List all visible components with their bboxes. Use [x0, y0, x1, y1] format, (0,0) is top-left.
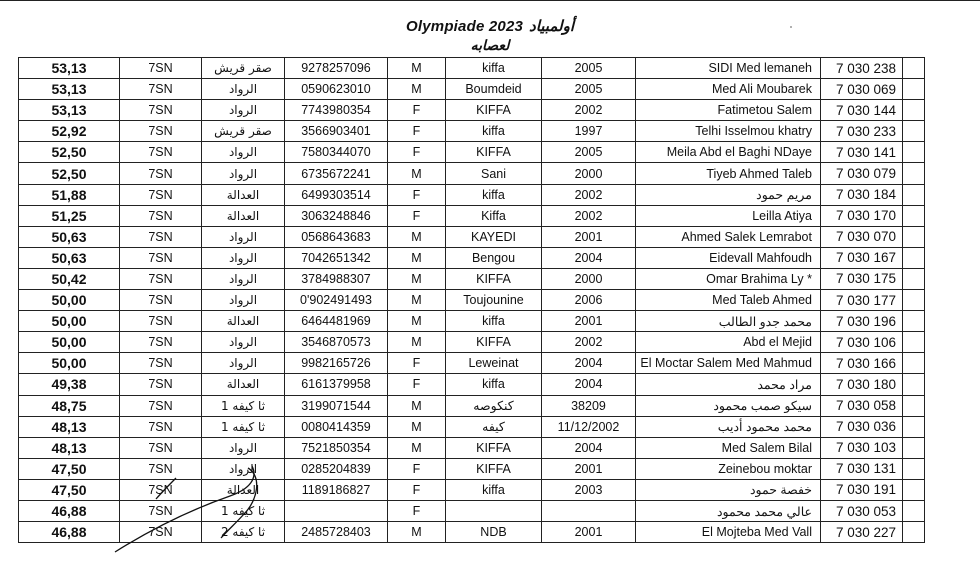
sex-cell: M	[388, 163, 446, 184]
margin-cell	[903, 247, 925, 268]
birth-year-cell: 2006	[542, 290, 636, 311]
candidate-name-cell: Med Ali Moubarek	[636, 79, 821, 100]
birth-year-cell: 38209	[542, 395, 636, 416]
school-cell: صقر قريش	[202, 58, 285, 79]
class-cell: 7SN	[120, 163, 202, 184]
candidate-name-cell: سيكو صمب محمود	[636, 395, 821, 416]
table-row	[19, 268, 925, 289]
sex-cell: M	[388, 311, 446, 332]
margin-cell	[903, 290, 925, 311]
page-subtitle: لعصابه	[470, 37, 510, 53]
class-cell: 7SN	[120, 500, 202, 521]
birthplace-cell: kiffa	[446, 311, 542, 332]
sex-cell: M	[388, 290, 446, 311]
margin-cell	[903, 395, 925, 416]
candidate-name-cell: Leilla Atiya	[636, 205, 821, 226]
score-cell: 48,13	[19, 437, 120, 458]
class-cell: 7SN	[120, 374, 202, 395]
nni-cell: 6735672241	[285, 163, 388, 184]
score-cell: 51,25	[19, 205, 120, 226]
class-cell: 7SN	[120, 79, 202, 100]
margin-cell	[903, 332, 925, 353]
nni-cell: 6464481969	[285, 311, 388, 332]
candidate-number-cell: 7 030 141	[821, 142, 903, 163]
school-cell: الرواد	[202, 100, 285, 121]
margin-cell	[903, 226, 925, 247]
margin-cell	[903, 500, 925, 521]
class-cell: 7SN	[120, 247, 202, 268]
candidate-number-cell: 7 030 170	[821, 205, 903, 226]
score-cell: 47,50	[19, 479, 120, 500]
margin-cell	[903, 268, 925, 289]
birth-year-cell: 2001	[542, 458, 636, 479]
candidate-name-cell: مراد محمد	[636, 374, 821, 395]
candidate-name-cell: Tiyeb Ahmed Taleb	[636, 163, 821, 184]
margin-cell	[903, 58, 925, 79]
score-cell: 53,13	[19, 79, 120, 100]
sex-cell: M	[388, 522, 446, 543]
class-cell: 7SN	[120, 184, 202, 205]
score-cell: 49,38	[19, 374, 120, 395]
birthplace-cell: كنكوصه	[446, 395, 542, 416]
table-row	[19, 395, 925, 416]
school-cell: العدالة	[202, 479, 285, 500]
table-row	[19, 458, 925, 479]
candidate-name-cell: Abd el Mejid	[636, 332, 821, 353]
candidate-number-cell: 7 030 069	[821, 79, 903, 100]
candidate-name-cell: عالي محمد محمود	[636, 500, 821, 521]
birth-year-cell: 2002	[542, 332, 636, 353]
score-cell: 50,00	[19, 290, 120, 311]
candidate-number-cell: 7 030 177	[821, 290, 903, 311]
candidate-number-cell: 7 030 106	[821, 332, 903, 353]
margin-cell	[903, 479, 925, 500]
score-cell: 50,63	[19, 247, 120, 268]
birthplace-cell: KIFFA	[446, 437, 542, 458]
margin-cell	[903, 79, 925, 100]
candidate-number-cell: 7 030 175	[821, 268, 903, 289]
school-cell: الرواد	[202, 458, 285, 479]
candidate-name-cell: Telhi Isselmou khatry	[636, 121, 821, 142]
margin-cell	[903, 353, 925, 374]
nni-cell	[285, 500, 388, 521]
nni-cell: 7743980354	[285, 100, 388, 121]
sex-cell: M	[388, 58, 446, 79]
table-row	[19, 522, 925, 543]
class-cell: 7SN	[120, 268, 202, 289]
birthplace-cell: kiffa	[446, 374, 542, 395]
birth-year-cell: 2002	[542, 100, 636, 121]
sex-cell: M	[388, 416, 446, 437]
candidate-number-cell: 7 030 144	[821, 100, 903, 121]
school-cell: ثا كيفه 1	[202, 416, 285, 437]
sex-cell: M	[388, 332, 446, 353]
candidate-name-cell: Meila Abd el Baghi NDaye	[636, 142, 821, 163]
margin-cell	[903, 121, 925, 142]
table-row	[19, 311, 925, 332]
score-cell: 53,13	[19, 100, 120, 121]
birthplace-cell: kiffa	[446, 479, 542, 500]
birthplace-cell: Bengou	[446, 247, 542, 268]
school-cell: الرواد	[202, 290, 285, 311]
school-cell: الرواد	[202, 226, 285, 247]
birth-year-cell: 2004	[542, 353, 636, 374]
birth-year-cell: 2005	[542, 79, 636, 100]
class-cell: 7SN	[120, 458, 202, 479]
nni-cell: 0080414359	[285, 416, 388, 437]
class-cell: 7SN	[120, 142, 202, 163]
score-cell: 48,75	[19, 395, 120, 416]
nni-cell: 6161379958	[285, 374, 388, 395]
candidate-number-cell: 7 030 079	[821, 163, 903, 184]
birthplace-cell: KIFFA	[446, 142, 542, 163]
margin-cell	[903, 311, 925, 332]
candidate-number-cell: 7 030 184	[821, 184, 903, 205]
birth-year-cell: 2000	[542, 163, 636, 184]
sex-cell: F	[388, 353, 446, 374]
candidate-name-cell: Med Salem Bilal	[636, 437, 821, 458]
class-cell: 7SN	[120, 332, 202, 353]
birth-year-cell: 2003	[542, 479, 636, 500]
candidate-number-cell: 7 030 131	[821, 458, 903, 479]
class-cell: 7SN	[120, 58, 202, 79]
birth-year-cell: 2001	[542, 226, 636, 247]
sex-cell: F	[388, 458, 446, 479]
class-cell: 7SN	[120, 522, 202, 543]
school-cell: العدالة	[202, 205, 285, 226]
candidate-number-cell: 7 030 167	[821, 247, 903, 268]
candidate-number-cell: 7 030 233	[821, 121, 903, 142]
page-title	[0, 17, 980, 35]
candidate-number-cell: 7 030 196	[821, 311, 903, 332]
birth-year-cell: 2002	[542, 205, 636, 226]
margin-cell	[903, 142, 925, 163]
table-row	[19, 121, 925, 142]
birthplace-cell: Sani	[446, 163, 542, 184]
sex-cell: F	[388, 121, 446, 142]
candidate-name-cell: SIDI Med lemaneh	[636, 58, 821, 79]
candidate-name-cell: Eidevall Mahfoudh	[636, 247, 821, 268]
score-cell: 46,88	[19, 500, 120, 521]
nni-cell: 3199071544	[285, 395, 388, 416]
nni-cell: 7521850354	[285, 437, 388, 458]
score-cell: 50,42	[19, 268, 120, 289]
school-cell: الرواد	[202, 163, 285, 184]
class-cell: 7SN	[120, 205, 202, 226]
nni-cell: 3566903401	[285, 121, 388, 142]
score-cell: 47,50	[19, 458, 120, 479]
birth-year-cell: 2000	[542, 268, 636, 289]
school-cell: ثا كيفه 1	[202, 500, 285, 521]
title-arabic: أولمبياد	[529, 18, 574, 35]
candidate-number-cell: 7 030 053	[821, 500, 903, 521]
candidate-number-cell: 7 030 103	[821, 437, 903, 458]
birthplace-cell: kiffa	[446, 58, 542, 79]
school-cell: الرواد	[202, 437, 285, 458]
table-row	[19, 58, 925, 79]
candidate-number-cell: 7 030 227	[821, 522, 903, 543]
birth-year-cell	[542, 500, 636, 521]
table-row	[19, 247, 925, 268]
birth-year-cell: 2004	[542, 437, 636, 458]
nni-cell: 7042651342	[285, 247, 388, 268]
candidate-number-cell: 7 030 191	[821, 479, 903, 500]
table-row	[19, 79, 925, 100]
candidate-number-cell: 7 030 036	[821, 416, 903, 437]
candidate-number-cell: 7 030 070	[821, 226, 903, 247]
class-cell: 7SN	[120, 100, 202, 121]
class-cell: 7SN	[120, 121, 202, 142]
candidate-name-cell: El Moctar Salem Med Mahmud	[636, 353, 821, 374]
score-cell: 52,92	[19, 121, 120, 142]
sex-cell: F	[388, 479, 446, 500]
table-row	[19, 226, 925, 247]
results-table	[18, 57, 925, 543]
birth-year-cell: 2004	[542, 247, 636, 268]
class-cell: 7SN	[120, 437, 202, 458]
candidate-name-cell: خفصة حمود	[636, 479, 821, 500]
candidate-number-cell: 7 030 166	[821, 353, 903, 374]
nni-cell: 0590623010	[285, 79, 388, 100]
birth-year-cell: 2001	[542, 522, 636, 543]
birth-year-cell: 2004	[542, 374, 636, 395]
school-cell: الرواد	[202, 353, 285, 374]
nni-cell: 0'902491493	[285, 290, 388, 311]
class-cell: 7SN	[120, 226, 202, 247]
birthplace-cell: KAYEDI	[446, 226, 542, 247]
school-cell: الرواد	[202, 268, 285, 289]
margin-cell	[903, 184, 925, 205]
margin-cell	[903, 100, 925, 121]
class-cell: 7SN	[120, 395, 202, 416]
candidate-name-cell: Fatimetou Salem	[636, 100, 821, 121]
margin-cell	[903, 205, 925, 226]
score-cell: 50,63	[19, 226, 120, 247]
candidate-number-cell: 7 030 180	[821, 374, 903, 395]
birthplace-cell: Kiffa	[446, 205, 542, 226]
score-cell: 46,88	[19, 522, 120, 543]
nni-cell: 1189186827	[285, 479, 388, 500]
margin-cell	[903, 458, 925, 479]
score-cell: 50,00	[19, 332, 120, 353]
table-row	[19, 100, 925, 121]
table-row	[19, 163, 925, 184]
birthplace-cell: kiffa	[446, 184, 542, 205]
candidate-name-cell: محمد جدو الطالب	[636, 311, 821, 332]
sex-cell: F	[388, 184, 446, 205]
nni-cell: 3063248846	[285, 205, 388, 226]
nni-cell: 6499303514	[285, 184, 388, 205]
table-row	[19, 184, 925, 205]
school-cell: الرواد	[202, 142, 285, 163]
birthplace-cell: KIFFA	[446, 332, 542, 353]
candidate-name-cell: مريم حمود	[636, 184, 821, 205]
table-row	[19, 374, 925, 395]
margin-cell	[903, 374, 925, 395]
birthplace-cell: Toujounine	[446, 290, 542, 311]
nni-cell: 0568643683	[285, 226, 388, 247]
nni-cell: 0285204839	[285, 458, 388, 479]
sex-cell: F	[388, 374, 446, 395]
school-cell: العدالة	[202, 374, 285, 395]
birthplace-cell: NDB	[446, 522, 542, 543]
class-cell: 7SN	[120, 479, 202, 500]
sex-cell: F	[388, 500, 446, 521]
class-cell: 7SN	[120, 353, 202, 374]
table-row	[19, 205, 925, 226]
candidate-name-cell: Med Taleb Ahmed	[636, 290, 821, 311]
school-cell: الرواد	[202, 332, 285, 353]
sex-cell: M	[388, 247, 446, 268]
table-row	[19, 479, 925, 500]
birth-year-cell: 2001	[542, 311, 636, 332]
birth-year-cell: 1997	[542, 121, 636, 142]
school-cell: ثا كيفه 1	[202, 395, 285, 416]
top-border-line	[0, 0, 980, 1]
results-table-body	[19, 58, 925, 543]
nni-cell: 3546870573	[285, 332, 388, 353]
score-cell: 52,50	[19, 163, 120, 184]
birthplace-cell: Boumdeid	[446, 79, 542, 100]
birth-year-cell: 2005	[542, 142, 636, 163]
margin-cell	[903, 437, 925, 458]
candidate-name-cell: Omar Brahima Ly *	[636, 268, 821, 289]
birth-year-cell: 2005	[542, 58, 636, 79]
table-row	[19, 353, 925, 374]
table-row	[19, 142, 925, 163]
sex-cell: M	[388, 79, 446, 100]
birth-year-cell: 2002	[542, 184, 636, 205]
nni-cell: 2485728403	[285, 522, 388, 543]
table-row	[19, 290, 925, 311]
table-row	[19, 416, 925, 437]
sex-cell: M	[388, 437, 446, 458]
sex-cell: M	[388, 268, 446, 289]
sex-cell: F	[388, 100, 446, 121]
margin-cell	[903, 163, 925, 184]
class-cell: 7SN	[120, 416, 202, 437]
sex-cell: M	[388, 226, 446, 247]
sex-cell: M	[388, 395, 446, 416]
margin-cell	[903, 416, 925, 437]
school-cell: الرواد	[202, 247, 285, 268]
nni-cell: 3784988307	[285, 268, 388, 289]
school-cell: ثا كيفه 2	[202, 522, 285, 543]
score-cell: 53,13	[19, 58, 120, 79]
birthplace-cell: كيفه	[446, 416, 542, 437]
birthplace-cell: KIFFA	[446, 458, 542, 479]
birthplace-cell: Leweinat	[446, 353, 542, 374]
title-latin: Olympiade 2023	[406, 18, 524, 35]
candidate-name-cell: Zeinebou moktar	[636, 458, 821, 479]
candidate-name-cell: El Mojteba Med Vall	[636, 522, 821, 543]
school-cell: صقر قريش	[202, 121, 285, 142]
table-row	[19, 332, 925, 353]
birthplace-cell	[446, 500, 542, 521]
candidate-number-cell: 7 030 238	[821, 58, 903, 79]
score-cell: 52,50	[19, 142, 120, 163]
table-row	[19, 437, 925, 458]
nni-cell: 7580344070	[285, 142, 388, 163]
sex-cell: F	[388, 142, 446, 163]
candidate-name-cell: Ahmed Salek Lemrabot	[636, 226, 821, 247]
score-cell: 48,13	[19, 416, 120, 437]
birthplace-cell: kiffa	[446, 121, 542, 142]
candidate-number-cell: 7 030 058	[821, 395, 903, 416]
score-cell: 51,88	[19, 184, 120, 205]
table-row	[19, 500, 925, 521]
school-cell: العدالة	[202, 311, 285, 332]
birth-year-cell: 11/12/2002	[542, 416, 636, 437]
school-cell: الرواد	[202, 79, 285, 100]
margin-cell	[903, 522, 925, 543]
school-cell: العدالة	[202, 184, 285, 205]
score-cell: 50,00	[19, 353, 120, 374]
candidate-name-cell: محمد محمود أديب	[636, 416, 821, 437]
nni-cell: 9982165726	[285, 353, 388, 374]
class-cell: 7SN	[120, 311, 202, 332]
nni-cell: 9278257096	[285, 58, 388, 79]
class-cell: 7SN	[120, 290, 202, 311]
birthplace-cell: KIFFA	[446, 268, 542, 289]
score-cell: 50,00	[19, 311, 120, 332]
sex-cell: F	[388, 205, 446, 226]
birthplace-cell: KIFFA	[446, 100, 542, 121]
